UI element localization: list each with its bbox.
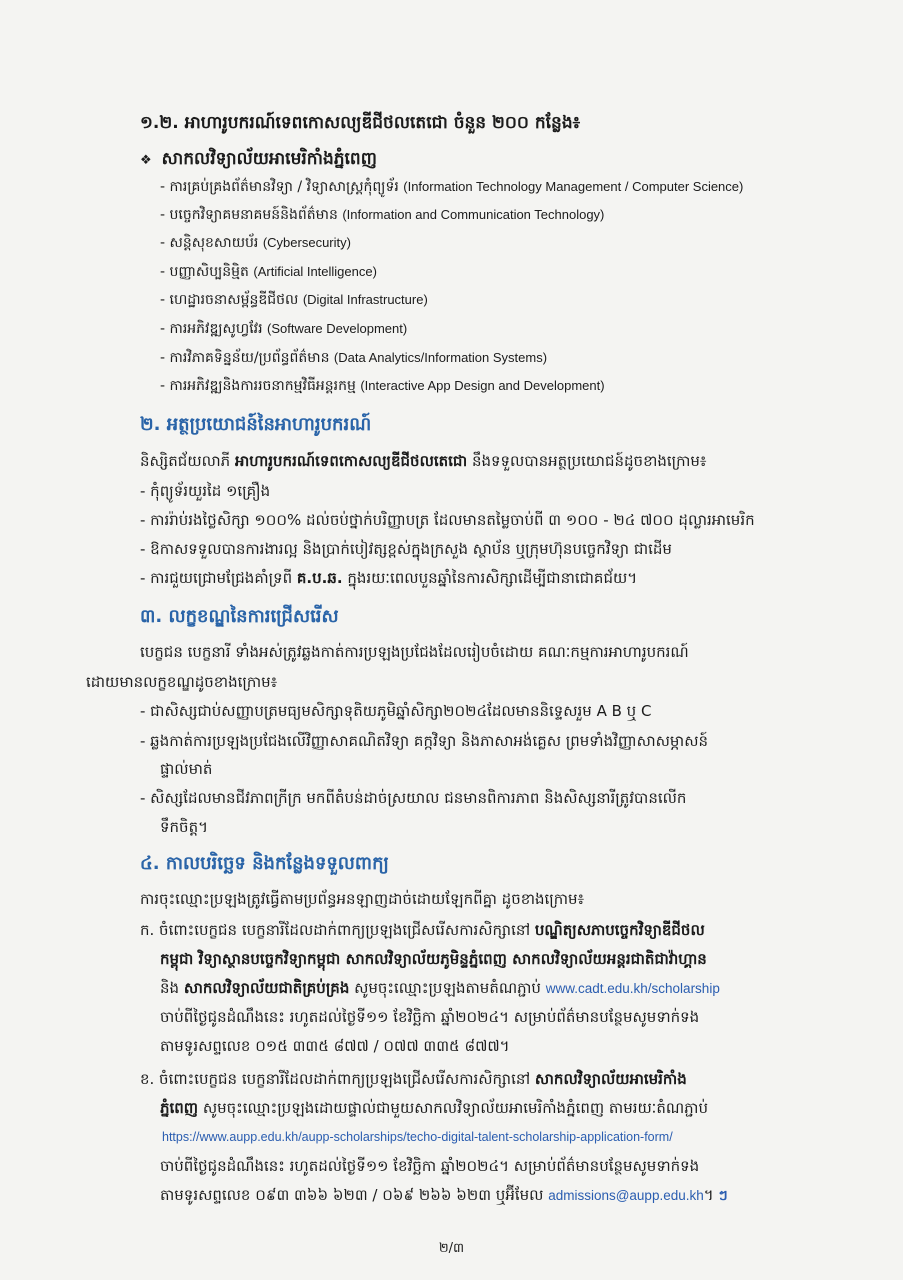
section-3-paragraph: ដោយមានលក្ខខណ្ឌដូចខាងក្រោម៖ [86, 673, 278, 691]
program-item: - បច្ចេកវិទ្យាគមនាគមន៍និងព័ត៌មាន (Information and Communication Technology) [160, 207, 605, 223]
program-item: - បញ្ញាសិប្បនិម្មិត (Artificial Intelligence) [160, 264, 377, 280]
option-b-line: ខ. ចំពោះបេក្ខជន បេក្ខនារីដែលដាក់ពាក្យប្រឡងជ្រើសរើសការសិក្សានៅ សាកលវិទ្យាល័យអាមេរិកាំង [140, 1070, 687, 1088]
option-a-line: ក. ចំពោះបេក្ខជន បេក្ខនារីដែលដាក់ពាក្យប្រឡងជ្រើសរើសការសិក្សានៅ បណ្ឌិត្យសភាបច្ចេកវិទ្យាឌីជីថល [140, 921, 705, 939]
diamond-bullet-icon: ❖ [140, 153, 152, 168]
option-b-line: តាមទូរសព្ទលេខ ០៩៣ ៣៦៦ ៦២៣ / ០៦៩ ២៦៦ ៦២៣ ឬអ៊ីមែល admissions@aupp.edu.kh។ ៗ [160, 1186, 728, 1204]
page-number: ២/៣ [438, 1241, 465, 1256]
program-item: - ការអភិវឌ្ឍនិងការរចនាកម្មវិធីអន្តរកម្ម (Interactive App Design and Development) [160, 378, 605, 394]
section-2-title: ២. អត្ថប្រយោជន៍នៃអាហារូបករណ៍ [140, 414, 372, 435]
option-a-line: តាមទូរសព្ទលេខ ០១៥ ៣៣៥ ៨៧៧ / ០៧៧ ៣៣៥ ៨៧៧។ [160, 1037, 510, 1055]
criteria-item: - ជាសិស្សជាប់សញ្ញាបត្រមធ្យមសិក្សាទុតិយភូមិឆ្នាំសិក្សា២០២៤ដែលមាននិទ្ទេសរួម A B ឬ C [140, 702, 652, 720]
criteria-item-cont: ផ្ទាល់មាត់ [160, 760, 213, 778]
university-heading: ❖ សាកលវិទ្យាល័យអាមេរិកាំងភ្នំពេញ [140, 149, 377, 169]
cadt-scholarship-link[interactable]: www.cadt.edu.kh/scholarship [545, 981, 720, 996]
admissions-email-link[interactable]: admissions@aupp.edu.kh [548, 1188, 704, 1203]
option-a-line: កម្ពុជា វិទ្យាស្ថានបច្ចេកវិទ្យាកម្ពុជា សាកលវិទ្យាល័យភូមិន្ទភ្នំពេញ សាកលវិទ្យាល័យអន្តរជាតិជាវ៉ាហ្គាន [160, 950, 707, 968]
aupp-application-form-link[interactable]: https://www.aupp.edu.kh/aupp-scholarships/techo-digital-talent-scholarship-application-form/ [162, 1130, 673, 1144]
benefit-item: - ឱកាសទទួលបានការងារល្អ និងប្រាក់បៀវត្សខ្ពស់ក្នុងក្រសួង ស្ថាប័ន ឬក្រុមហ៊ុនបច្ចេកវិទ្យា ជាដើម [140, 540, 672, 558]
program-item: - សន្តិសុខសាយប័រ (Cybersecurity) [160, 235, 351, 251]
option-b-line: ចាប់ពីថ្ងៃជូនដំណឹងនេះ រហូតដល់ថ្ងៃទី១១ ខែវិច្ឆិកា ឆ្នាំ២០២៤។ សម្រាប់ព័ត៌មានបន្ថែមសូមទាក់ទង [160, 1157, 700, 1175]
program-item: - ហេដ្ឋារចនាសម្ព័ន្ធឌីជីថល (Digital Infrastructure) [160, 292, 428, 308]
end-mark: ៗ [718, 1188, 728, 1204]
criteria-item: - សិស្សដែលមានជីវភាពក្រីក្រ មកពីតំបន់ដាច់ស្រយាល ជនមានពិការភាព និងសិស្សនារីត្រូវបានលើក [140, 789, 687, 807]
option-a-line: និង សាកលវិទ្យាល័យជាតិគ្រប់គ្រង សូមចុះឈ្មោះប្រឡងតាមតំណភ្ជាប់ www.cadt.edu.kh/scholarship [160, 979, 720, 997]
criteria-item-cont: ទឹកចិត្ត។ [160, 818, 208, 836]
option-a-line: ចាប់ពីថ្ងៃជូនដំណឹងនេះ រហូតដល់ថ្ងៃទី១១ ខែវិច្ឆិកា ឆ្នាំ២០២៤។ សម្រាប់ព័ត៌មានបន្ថែមសូមទាក់ទង [160, 1008, 700, 1026]
option-b-line: ភ្នំពេញ សូមចុះឈ្មោះប្រឡងដោយផ្ទាល់ជាមួយសាកលវិទ្យាល័យអាមេរិកាំងភ្នំពេញ តាមរយៈតំណភ្ជាប់ [160, 1099, 708, 1117]
benefit-item: - ការរ៉ាប់រងថ្លៃសិក្សា ១០០% ដល់ចប់ថ្នាក់បរិញ្ញាបត្រ ដែលមានតម្លៃចាប់ពី ៣ ១០០ - ២៤ ៧០០ ដុល្លារអាមេរិក [140, 511, 755, 529]
criteria-item: - ឆ្លងកាត់ការប្រឡងប្រជែងលើវិញ្ញាសាគណិតវិទ្យា គក្កវិទ្យា និងភាសាអង់គ្លេស ព្រមទាំងវិញ្ញាសាសម្ភាសន៍ [140, 732, 709, 750]
benefit-item: - ការជួយជ្រោមជ្រែងគាំទ្រពី គ.ប.ឆ. ក្នុងរយៈពេលបួនឆ្នាំនៃការសិក្សាដើម្បីជានាជោគជ័យ។ [140, 569, 638, 587]
section-2-intro: និស្សិតជ័យលាភី អាហារូបករណ៍ទេពកោសល្យឌីជីថលតេជោ នឹងទទួលបានអត្ថប្រយោជន៍ដូចខាងក្រោម៖ [140, 452, 707, 470]
section-3-paragraph: បេក្ខជន បេក្ខនារី ទាំងអស់ត្រូវឆ្លងកាត់ការប្រឡងប្រជែងដែលរៀបចំដោយ គណៈកម្មការអាហារូបករណ៍ [140, 643, 689, 661]
section-4-title: ៤. កាលបរិច្ឆេទ និងកន្លែងទទួលពាក្យ [140, 853, 389, 874]
program-item: - ការអភិវឌ្ឍសូហ្វវែរ (Software Development) [160, 321, 408, 337]
subsection-heading: ១.២. អាហារូបករណ៍ទេពកោសល្យឌីជីថលតេជោ ចំនួន ២០០ កន្លែង៖ [140, 113, 581, 133]
program-item: - ការគ្រប់គ្រងព័ត៌មានវិទ្យា / វិទ្យាសាស្ត្រកុំព្យូទ័រ (Information Technology Management / Computer Science) [160, 179, 744, 195]
section-3-title: ៣. លក្ខខណ្ឌនៃការជ្រើសរើស [140, 606, 339, 627]
section-4-intro: ការចុះឈ្មោះប្រឡងត្រូវធ្វើតាមប្រព័ន្ធអនឡាញដាច់ដោយឡែកពីគ្នា ដូចខាងក្រោម៖ [140, 890, 585, 908]
program-item: - ការវិភាគទិន្នន័យ/ប្រព័ន្ធព័ត៌មាន (Data Analytics/Information Systems) [160, 350, 548, 366]
benefit-item: - កុំព្យូទ័រយួរដៃ ១គ្រឿង [140, 482, 271, 500]
